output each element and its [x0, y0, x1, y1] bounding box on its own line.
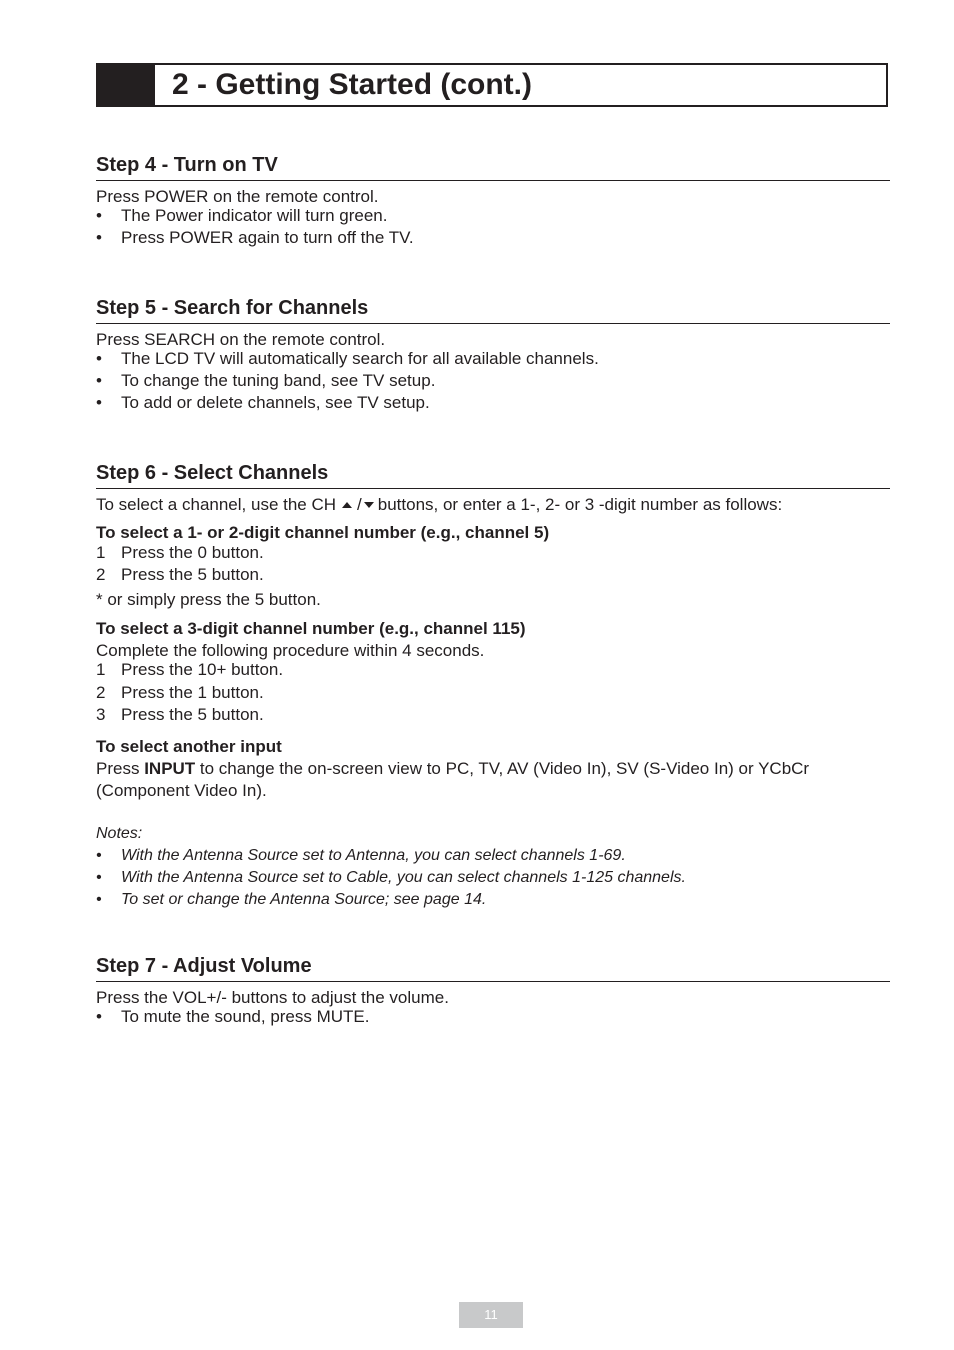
step6-heading: Step 6 - Select Channels — [96, 461, 890, 489]
input-keyword: INPUT — [144, 759, 196, 778]
step7-bullet — [96, 1006, 370, 1028]
sub3-line1-pre: Press — [96, 759, 145, 778]
sub1-note: * or simply press the 5 button. — [96, 590, 321, 609]
item-text: Press the 10+ button. — [121, 660, 284, 679]
bullet-mark: • — [96, 891, 102, 908]
step5-bullet-text: To change the tuning band, see TV setup. — [121, 371, 436, 390]
bullet-mark: • — [96, 847, 102, 864]
step5-bullet — [96, 392, 430, 414]
sub2-item — [96, 704, 264, 726]
note-bullet — [96, 889, 486, 911]
header-black-block — [96, 63, 155, 107]
note-text: With the Antenna Source set to Cable, you can select channels 1-125 channels. — [121, 869, 686, 886]
item-number: 2 — [96, 565, 106, 584]
step4-bullet — [96, 227, 414, 249]
note-bullet — [96, 867, 686, 889]
sub2-item — [96, 659, 283, 681]
sub3-line1 — [96, 758, 809, 780]
step5-bullet — [96, 348, 599, 370]
sub3-heading: To select another input — [96, 737, 282, 756]
step4-bullet-text: Press POWER again to turn off the TV. — [121, 228, 414, 247]
step5-bullet-text: The LCD TV will automatically search for all available channels. — [121, 349, 599, 368]
bullet-mark: • — [96, 206, 102, 225]
item-text: Press the 1 button. — [121, 683, 264, 702]
item-number: 1 — [96, 543, 106, 562]
page-number: 11 — [459, 1302, 523, 1328]
step4-intro: Press POWER on the remote control. — [96, 187, 379, 206]
note-bullet — [96, 845, 626, 867]
arrow-up-icon — [342, 502, 352, 508]
sub1-heading: To select a 1- or 2-digit channel number (e.g., channel 5) — [96, 523, 550, 542]
sub2-item — [96, 682, 264, 704]
step4-bullet — [96, 205, 387, 227]
step6-intro-post: buttons, or enter a 1-, 2- or 3 -digit number as follows: — [377, 495, 783, 514]
step4-bullet-text: The Power indicator will turn green. — [121, 206, 388, 225]
sub2-intro: Complete the following procedure within 4 seconds. — [96, 641, 485, 660]
item-text: Press the 0 button. — [121, 543, 264, 562]
bullet-mark: • — [96, 349, 102, 368]
sub1-item — [96, 542, 264, 564]
sub1-item — [96, 564, 264, 586]
step5-bullet-text: To add or delete channels, see TV setup. — [121, 393, 430, 412]
note-text: To set or change the Antenna Source; see page 14. — [121, 891, 487, 908]
chapter-header — [96, 63, 890, 107]
sub3-line2: (Component Video In). — [96, 781, 267, 800]
step6-intro-pre: To select a channel, use the CH — [96, 495, 337, 514]
item-text: Press the 5 button. — [121, 705, 264, 724]
step5-heading: Step 5 - Search for Channels — [96, 296, 890, 324]
step6-intro — [96, 494, 782, 516]
bullet-mark: • — [96, 869, 102, 886]
bullet-mark: • — [96, 393, 102, 412]
arrow-down-icon — [364, 502, 374, 508]
sub3-line1-post: to change the on-screen view to PC, TV, AV (Video In), SV (S-Video In) or YCbCr — [195, 759, 810, 778]
sub2-heading: To select a 3-digit channel number (e.g., channel 115) — [96, 619, 526, 638]
step5-bullet — [96, 370, 435, 392]
notes-label: Notes: — [96, 825, 143, 842]
step5-intro: Press SEARCH on the remote control. — [96, 330, 386, 349]
step6-intro-slash: / — [357, 495, 362, 514]
step7-intro: Press the VOL+/- buttons to adjust the volume. — [96, 988, 449, 1007]
bullet-mark: • — [96, 371, 102, 390]
item-text: Press the 5 button. — [121, 565, 264, 584]
step7-heading: Step 7 - Adjust Volume — [96, 954, 890, 982]
item-number: 1 — [96, 660, 106, 679]
bullet-mark: • — [96, 1007, 102, 1026]
note-text: With the Antenna Source set to Antenna, you can select channels 1-69. — [121, 847, 626, 864]
step4-heading: Step 4 - Turn on TV — [96, 153, 890, 181]
item-number: 3 — [96, 705, 106, 724]
chapter-title: 2 - Getting Started (cont.) — [172, 68, 532, 101]
step7-bullet-text: To mute the sound, press MUTE. — [121, 1007, 370, 1026]
bullet-mark: • — [96, 228, 102, 247]
item-number: 2 — [96, 683, 106, 702]
